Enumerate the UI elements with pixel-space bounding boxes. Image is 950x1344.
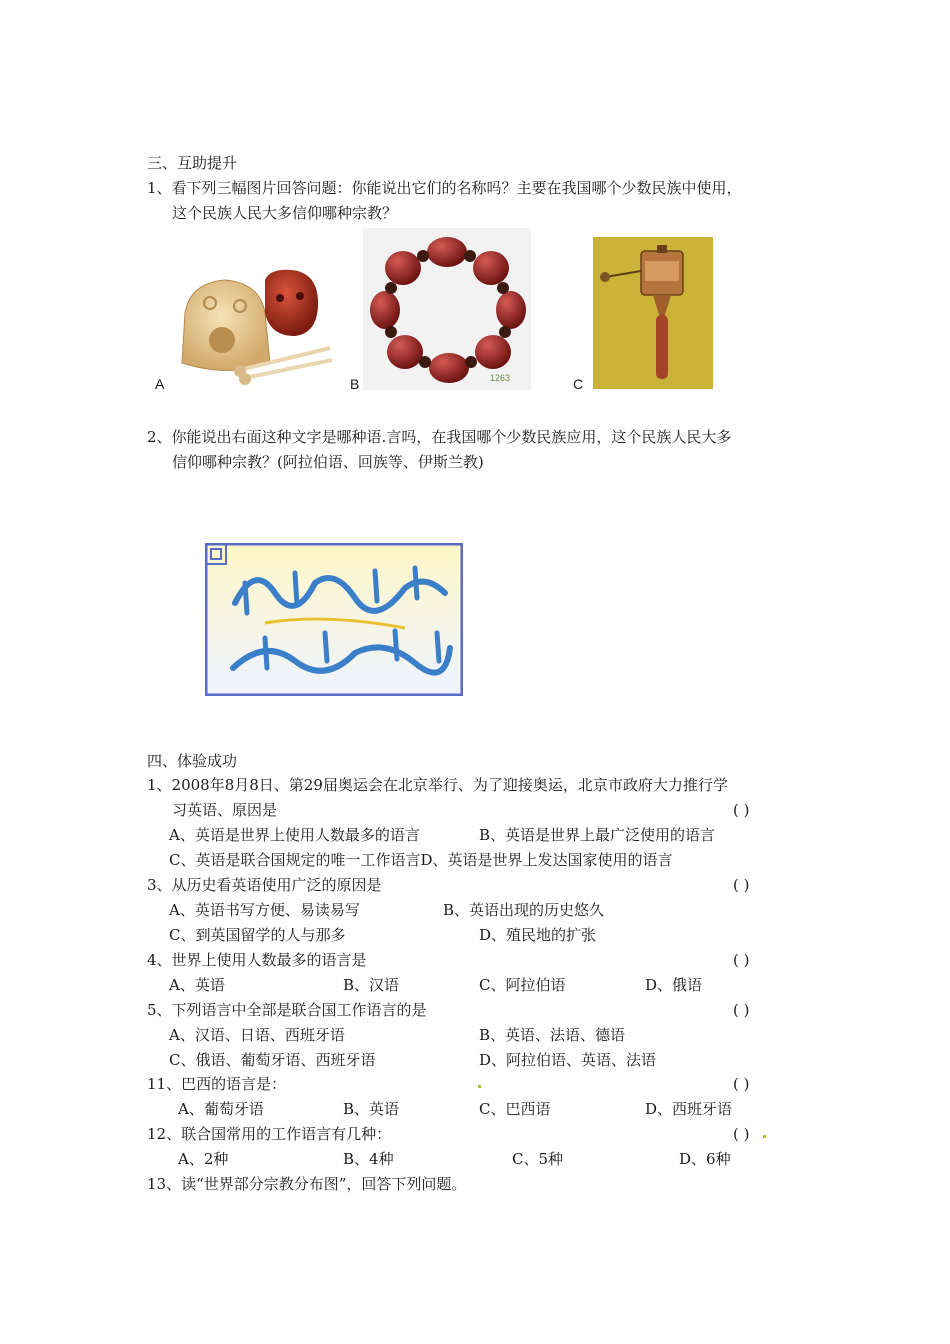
q12-option-d: D、6种 xyxy=(679,1150,731,1168)
figure-b-watermark: 1263 xyxy=(490,373,511,383)
answer-paren-q5[interactable]: ( ) xyxy=(733,1001,750,1019)
q11-option-d: D、西班牙语 xyxy=(645,1100,733,1118)
figure-c-prayer-wheel xyxy=(593,237,713,389)
answer-paren-q1[interactable]: ( ) xyxy=(733,801,750,819)
stray-dot xyxy=(478,1085,481,1088)
s3-question2-line1: 2、你能说出右面这种文字是哪种语.言吗，在我国哪个少数民族应用，这个民族人民大多 xyxy=(147,428,732,446)
s3-question2-line2: 信仰哪种宗教？(阿拉伯语、回族等、伊斯兰教) xyxy=(172,453,484,471)
s3-question1-line2: 这个民族人民大多信仰哪种宗教？ xyxy=(172,204,398,222)
q1-option-a: A、英语是世界上使用人数最多的语言 xyxy=(169,826,420,844)
s4-question3: 3、从历史看英语使用广泛的原因是 xyxy=(147,876,382,894)
section4-heading: 四、体验成功 xyxy=(147,752,238,770)
q4-option-c: C、阿拉伯语 xyxy=(479,976,566,994)
section3-heading: 三、互助提升 xyxy=(147,154,238,172)
q3-option-b: B、英语出现的历史悠久 xyxy=(443,901,605,919)
figure-label-c: C xyxy=(573,376,584,392)
q3-option-d: D、殖民地的扩张 xyxy=(479,926,597,944)
q12-option-b: B、4种 xyxy=(343,1150,394,1168)
s4-question5: 5、下列语言中全部是联合国工作语言的是 xyxy=(147,1001,427,1019)
s4-question1-line2: 习英语、原因是 xyxy=(172,801,278,819)
q5-option-c: C、俄语、葡萄牙语、西班牙语 xyxy=(169,1051,376,1069)
q3-option-a: A、英语书写方便、易读易写 xyxy=(169,901,360,919)
figure-label-b: B xyxy=(350,376,360,392)
s4-question1-line1: 1、2008年8月8日、第29届奥运会在北京举行、为了迎接奥运，北京市政府大力推行学 xyxy=(147,776,728,794)
s4-question13: 13、读“世界部分宗教分布图”，回答下列问题。 xyxy=(147,1175,467,1193)
q5-option-b: B、英语、法语、德语 xyxy=(479,1026,626,1044)
answer-paren-q3[interactable]: ( ) xyxy=(733,876,750,894)
q3-option-c: C、到英国留学的人与那多 xyxy=(169,926,346,944)
q4-option-b: B、汉语 xyxy=(343,976,400,994)
figure-a-instruments xyxy=(170,268,345,388)
q11-option-b: B、英语 xyxy=(343,1100,400,1118)
answer-paren-q11[interactable]: ( ) xyxy=(733,1075,750,1093)
q12-option-c: C、5种 xyxy=(512,1150,564,1168)
s4-question4: 4、世界上使用人数最多的语言是 xyxy=(147,951,367,969)
q4-option-a: A、英语 xyxy=(169,976,225,994)
s4-question12: 12、联合国常用的工作语言有几种： xyxy=(147,1125,392,1143)
q5-option-d: D、阿拉伯语、英语、法语 xyxy=(479,1051,657,1069)
q5-option-a: A、汉语、日语、西班牙语 xyxy=(169,1026,345,1044)
figure-label-a: A xyxy=(155,376,165,392)
q1-option-b: B、英语是世界上最广泛使用的语言 xyxy=(479,826,716,844)
q4-option-d: D、俄语 xyxy=(645,976,703,994)
stray-dot xyxy=(763,1135,766,1138)
q12-option-a: A、2种 xyxy=(178,1150,229,1168)
q1-option-cd: C、英语是联合国规定的唯一工作语言D、英语是世界上发达国家使用的语言 xyxy=(169,851,673,869)
answer-paren-q12[interactable]: ( ) xyxy=(733,1125,750,1143)
arabic-calligraphy-image xyxy=(205,543,463,696)
s3-question1-line1: 1、看下列三幅图片回答问题：你能说出它们的名称吗？主要在我国哪个少数民族中使用， xyxy=(147,179,742,197)
answer-paren-q4[interactable]: ( ) xyxy=(733,951,750,969)
q11-option-c: C、巴西语 xyxy=(479,1100,551,1118)
figure-b-prayer-beads xyxy=(363,228,531,390)
s4-question11: 11、巴西的语言是： xyxy=(147,1075,287,1093)
q11-option-a: A、葡萄牙语 xyxy=(178,1100,264,1118)
